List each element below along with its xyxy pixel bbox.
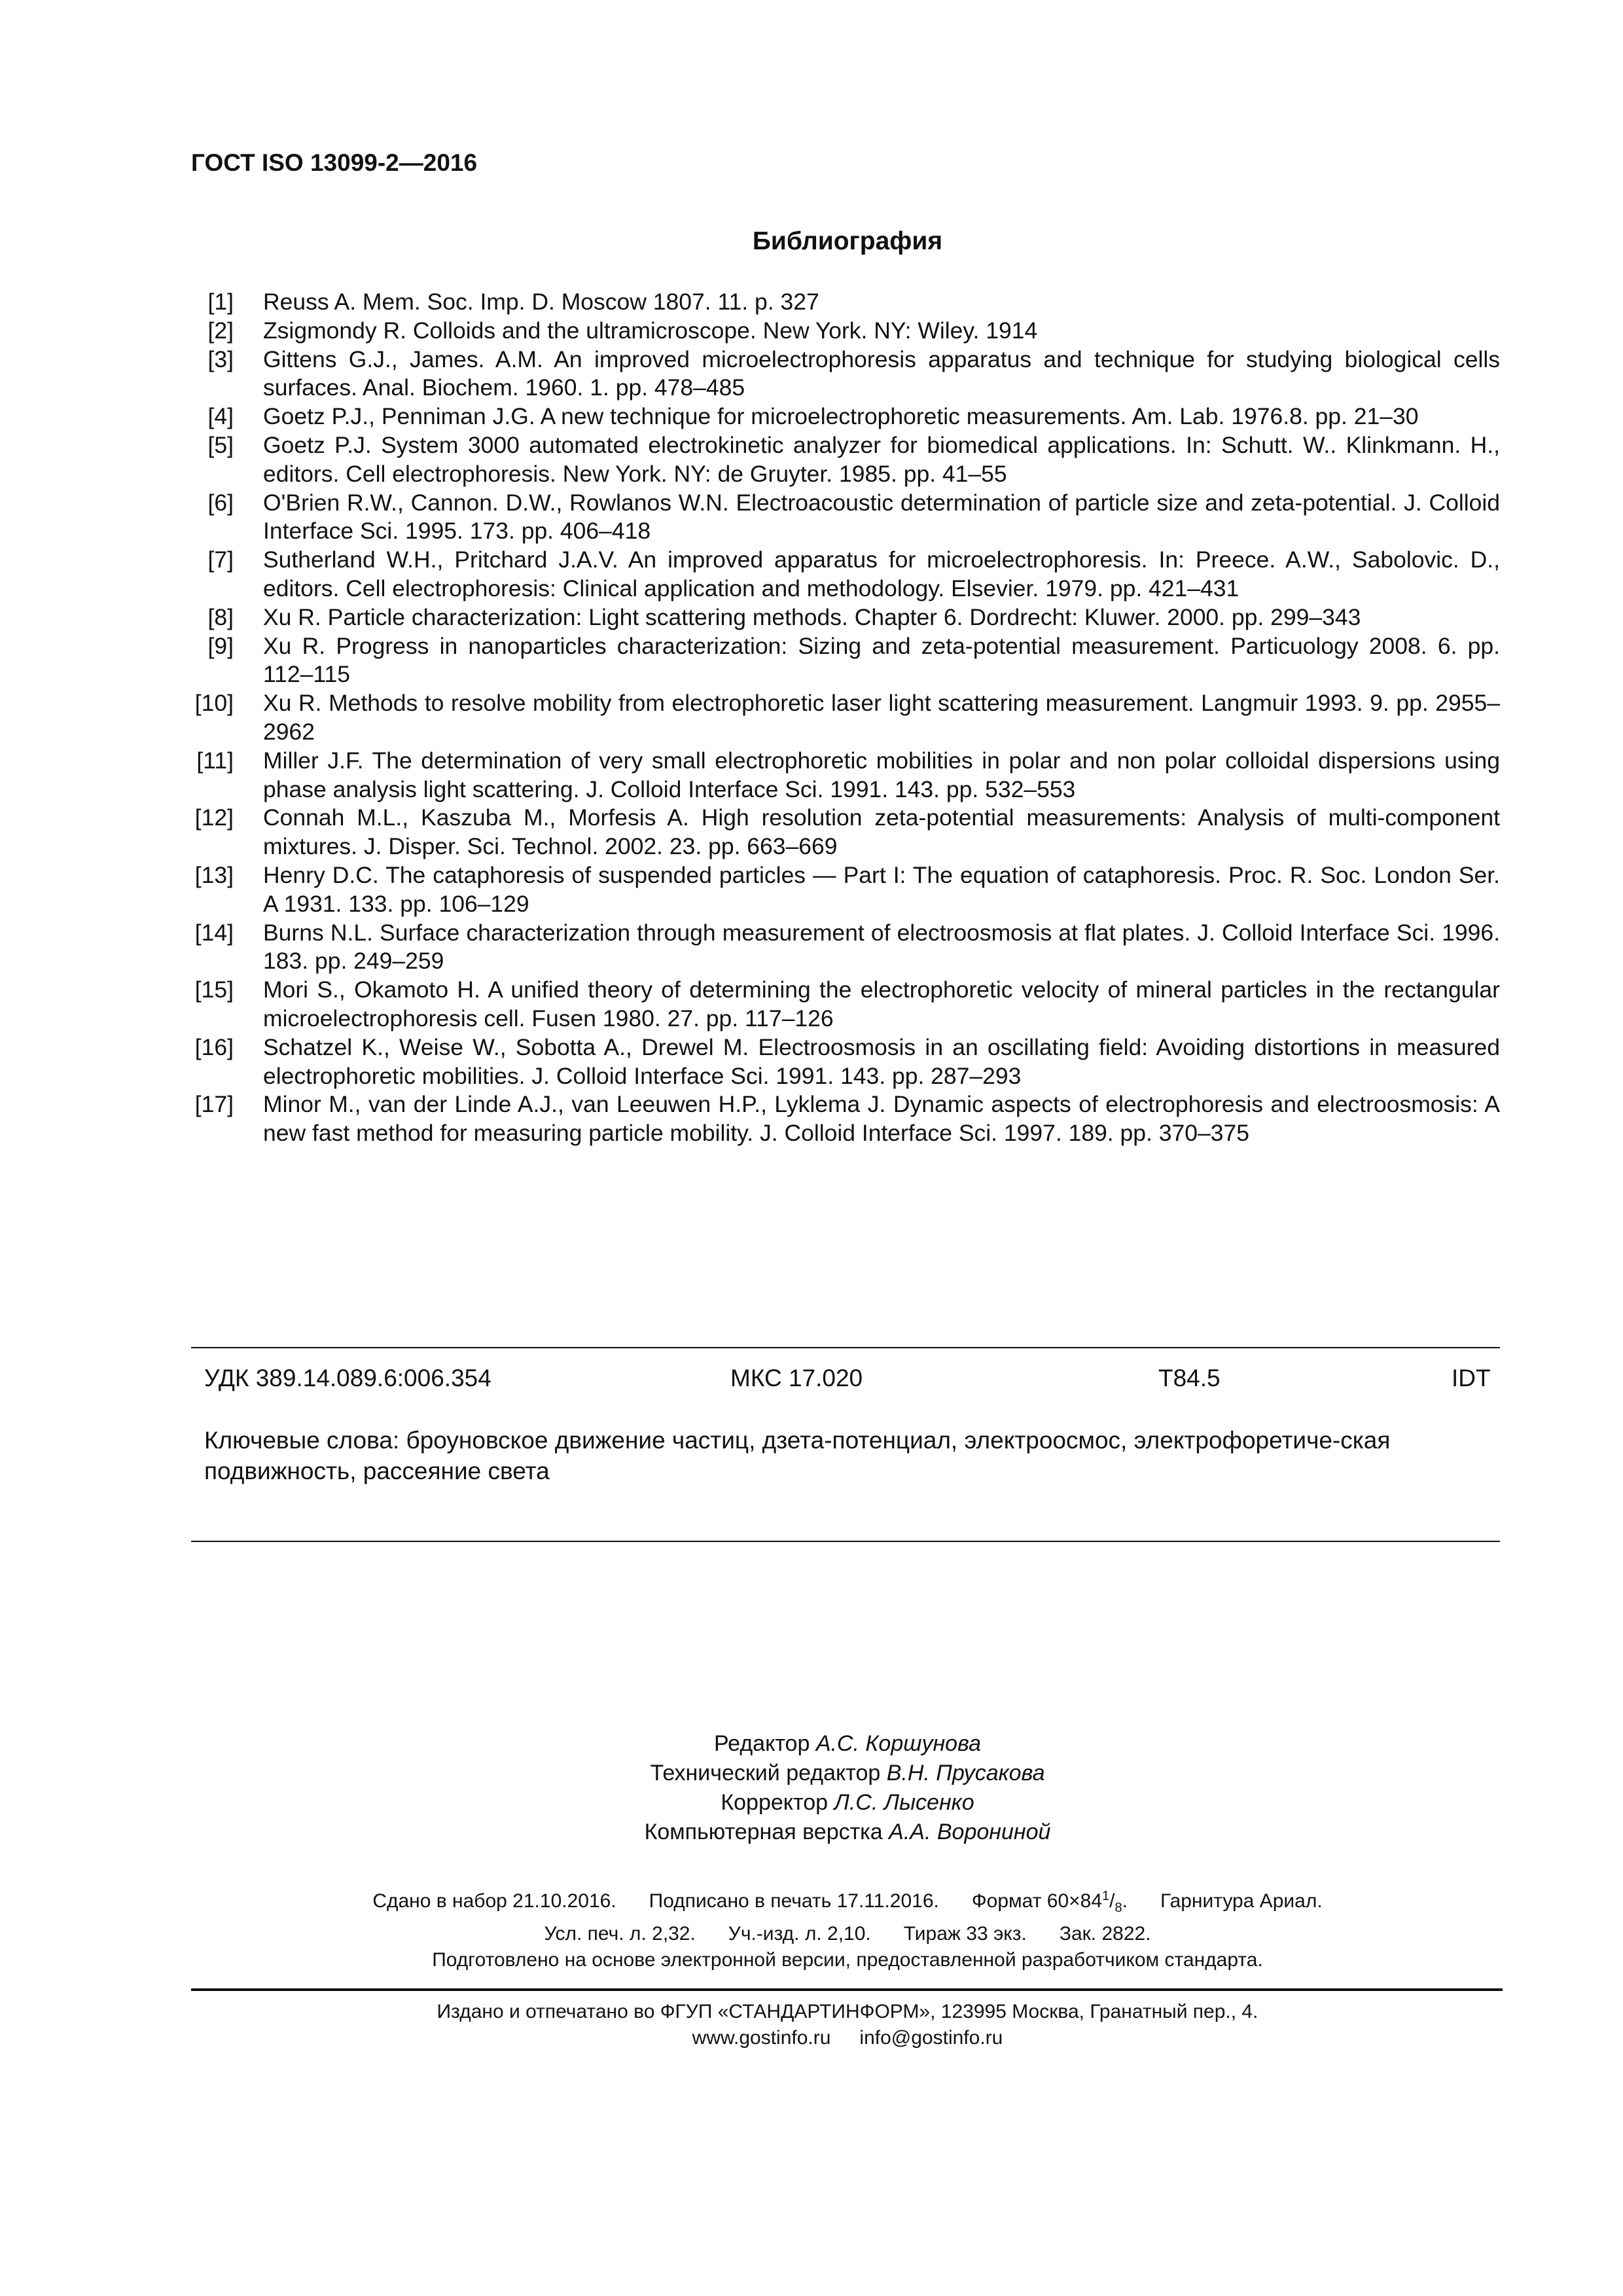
layout-role: Компьютерная верстка: [644, 1820, 883, 1844]
editor-role: Редактор: [714, 1731, 810, 1756]
publisher-divider: [191, 1988, 1503, 1991]
bottom-divider: [191, 1541, 1500, 1542]
reference-item: [191, 747, 1500, 804]
reference-item: [191, 317, 1500, 346]
top-divider: [191, 1347, 1500, 1348]
reference-item: [191, 632, 1500, 690]
reference-number: [8]: [207, 603, 234, 630]
udk-code: УДК 389.14.089.6:006.354: [204, 1365, 491, 1391]
reference-item: [191, 804, 1500, 861]
reference-item: [191, 431, 1500, 489]
reference-item: [191, 489, 1500, 547]
publisher-contacts: [0, 2025, 1623, 2051]
tech-editor-line: [0, 1759, 1623, 1788]
reference-text: Zsigmondy R. Colloids and the ultramicroscope. New York. NY: Wiley. 1914: [263, 317, 1038, 344]
reference-text: Mori S., Okamoto H. A unified theory of determining the electrophoretic velocity of mineral particles in the rectangular microelectrophoresis cell. Fusen 1980. 27. pp. 117–126: [263, 977, 1500, 1031]
standard-designation: ГОСТ ISO 13099-2—2016: [191, 149, 478, 176]
reference-number: [1]: [207, 289, 234, 315]
imprint-line-1: [0, 1883, 1623, 1921]
reference-item: [191, 288, 1500, 317]
website-link[interactable]: www.gostinfo.ru: [692, 2027, 831, 2049]
reference-item: [191, 1033, 1500, 1091]
tech-editor-name: В.Н. Прусакова: [886, 1761, 1045, 1785]
reference-text: O'Brien R.W., Cannon. D.W., Rowlanos W.N. Electroacoustic determination of particle size and zeta-potential. J. Colloid Interface Sci. 1995. 173. pp. 406–418: [263, 489, 1500, 545]
reference-number: [5]: [207, 431, 234, 458]
imprint: [0, 1883, 1623, 1973]
reference-number: [14]: [194, 919, 234, 946]
reference-item: [191, 689, 1500, 747]
reference-number: [11]: [196, 747, 234, 774]
publisher: [0, 1999, 1623, 2051]
reference-item: [191, 403, 1500, 431]
reference-number: [6]: [207, 489, 234, 516]
tech-editor-role: Технический редактор: [650, 1761, 881, 1785]
reference-text: Gittens G.J., James. A.M. An improved microelectrophoresis apparatus and technique for studying biological cells surfaces. Anal. Biochem. 1960. 1. pp. 478–485: [263, 346, 1500, 401]
publisher-address: Издано и отпечатано во ФГУП «СТАНДАРТИНФОРМ», 123995 Москва, Гранатный пер., 4.: [437, 2001, 1258, 2022]
reference-text: Goetz P.J. System 3000 automated electrokinetic analyzer for biomedical applications. In: Schutt. W.. Klinkmann. H., editors. Cell electrophoresis. New York. NY: de Gruyter. 1985. pp. 41–55: [263, 431, 1500, 487]
imprint-line-2: [0, 1921, 1623, 1947]
prepared-note: Подготовлено на основе электронной версии, предоставленной разработчиком стандарта.: [432, 1949, 1263, 1971]
reference-text: Sutherland W.H., Pritchard J.A.V. An improved apparatus for microelectrophoresis. In: Preece. A.W., Sabolovic. D., editors. Cell electrophoresis: Clinical application and methodology. Elsevier. 1979. pp. 421–431: [263, 547, 1500, 601]
reference-text: Reuss A. Mem. Soc. Imp. D. Moscow 1807. 11. p. 327: [263, 289, 819, 315]
reference-item: [191, 603, 1500, 632]
reference-text: Xu R. Methods to resolve mobility from electrophoretic laser light scattering measurement. Langmuir 1993. 9. pp. 2955–2962: [263, 690, 1500, 745]
reference-number: [12]: [194, 804, 234, 831]
reference-text: Xu R. Progress in nanoparticles characterization: Sizing and zeta-potential measurement. Particuology 2008. 6. pp. 112–115: [263, 632, 1500, 688]
reference-text: Burns N.L. Surface characterization through measurement of electroosmosis at flat plates. J. Colloid Interface Sci. 1996. 183. pp. 249–259: [263, 919, 1500, 975]
reference-number: [16]: [194, 1033, 234, 1060]
reference-number: [2]: [207, 317, 234, 344]
corrector-role: Корректор: [721, 1790, 829, 1815]
reference-number: [17]: [194, 1091, 234, 1118]
reference-number: [9]: [207, 632, 234, 659]
submitted-date: Сдано в набор 21.10.2016.: [372, 1890, 616, 1912]
reference-text: Henry D.C. The cataphoresis of suspended particles — Part I: The equation of cataphoresis. Proc. R. Soc. London Ser. A 1931. 133. pp. 106–129: [263, 861, 1500, 917]
reference-item: [191, 861, 1500, 919]
editor-line: [0, 1729, 1623, 1759]
reference-number: [13]: [194, 861, 234, 888]
corrector-name: Л.С. Лысенко: [834, 1790, 974, 1815]
reference-text: Xu R. Particle characterization: Light scattering methods. Chapter 6. Dordrecht: Kluwer. 2000. pp. 299–343: [263, 603, 1361, 630]
reference-item: [191, 976, 1500, 1033]
email-link[interactable]: info@gostinfo.ru: [859, 2027, 1003, 2049]
reference-number: [7]: [207, 547, 234, 573]
typeface: Гарнитура Ариал.: [1160, 1890, 1323, 1912]
layout-line: [0, 1818, 1623, 1847]
mks-code: МКС 17.020: [730, 1365, 863, 1391]
keywords: Ключевые слова: броуновское движение частиц, дзета-потенциал, электроосмос, электрофоретиче-ская подвижность, рассеяние света: [204, 1427, 1391, 1484]
idt-label: IDT: [1452, 1365, 1491, 1391]
reference-number: [3]: [207, 346, 234, 372]
reference-text: Connah M.L., Kaszuba M., Morfesis A. High resolution zeta-potential measurements: Analysis of multi-component mixtures. J. Disper. Sci. Technol. 2002. 23. pp. 663–669: [263, 804, 1500, 860]
bibliography-title: Библиография: [752, 227, 943, 255]
reference-item: [191, 346, 1500, 403]
reference-number: [4]: [207, 403, 234, 430]
signed-date: Подписано в печать 17.11.2016.: [649, 1890, 939, 1912]
layout-name: А.А. Ворониной: [889, 1820, 1051, 1844]
paper-format: Формат $60\times 84^1/_8$.: [971, 1889, 1128, 1915]
reference-item: [191, 546, 1500, 603]
print-sheets: Усл. печ. л. 2,32.: [544, 1923, 696, 1945]
print-run: Тираж 33 экз.: [903, 1923, 1027, 1945]
corrector-line: [0, 1788, 1623, 1818]
reference-text: Minor M., van der Linde A.J., van Leeuwen H.P., Lyklema J. Dynamic aspects of electrophoresis and electroosmosis: A new fast method for measuring particle mobility. J. Colloid Interface Sci. 1997. 189. pp. 370–375: [263, 1091, 1500, 1147]
reference-number: [15]: [194, 977, 234, 1003]
credits: [0, 1729, 1623, 1847]
order-number: Зак. 2822.: [1059, 1923, 1151, 1945]
classification-code: T84.5: [1158, 1365, 1221, 1391]
reference-text: Schatzel K., Weise W., Sobotta A., Drewel M. Electroosmosis in an oscillating field: Avoiding distortions in measured electrophoretic mobilities. J. Colloid Interface Sci. 1991. 143. pp. 287–293: [263, 1033, 1500, 1089]
pub-sheets: Уч.-изд. л. 2,10.: [728, 1923, 871, 1945]
editor-name: А.С. Коршунова: [815, 1731, 981, 1756]
reference-number: [10]: [194, 690, 234, 717]
reference-text: Goetz P.J., Penniman J.G. A new technique for microelectrophoretic measurements. Am. Lab. 1976.8. pp. 21–30: [263, 403, 1419, 430]
reference-item: [191, 919, 1500, 977]
reference-text: Miller J.F. The determination of very small electrophoretic mobilities in polar and non polar colloidal dispersions using phase analysis light scattering. J. Colloid Interface Sci. 1991. 143. pp. 532–553: [263, 747, 1500, 802]
reference-item: [191, 1090, 1500, 1148]
reference-list: [191, 288, 1500, 1148]
